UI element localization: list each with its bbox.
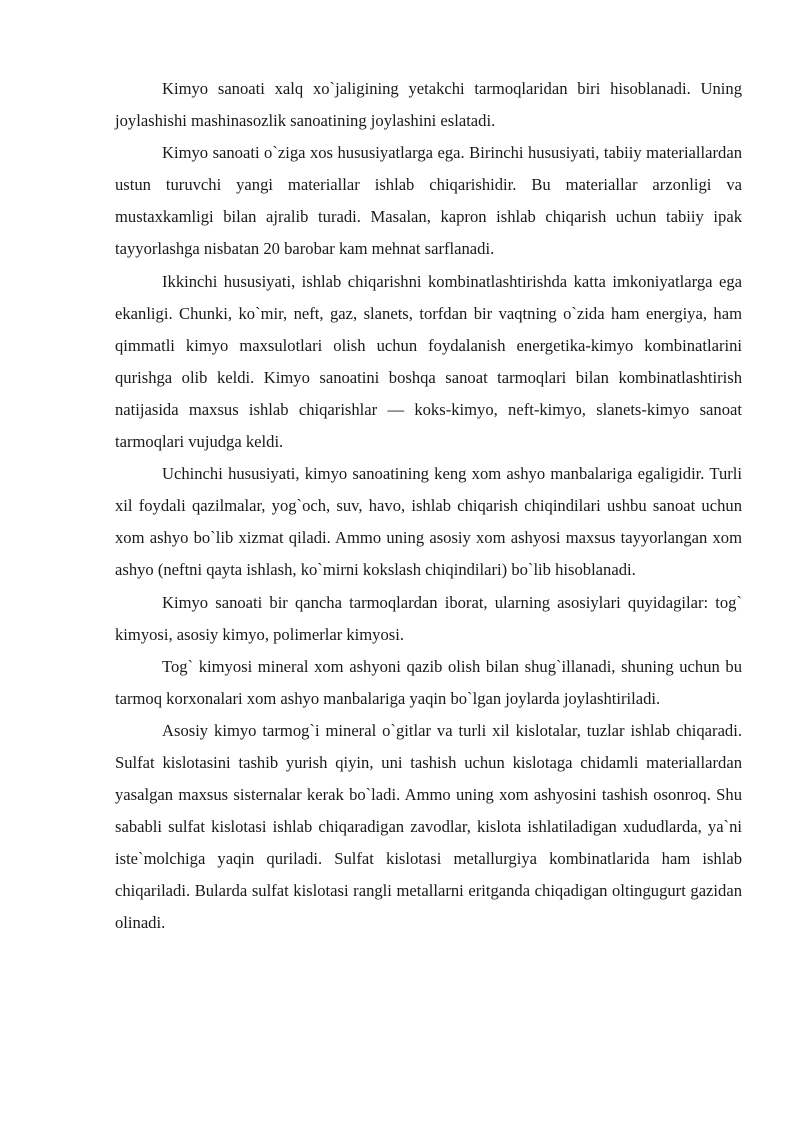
paragraph-1: Kimyo sanoati xalq xo`jaligining yetakchi tarmoqlaridan biri hisoblanadi. Uning joylashishi mashinasozlik sanoatining joylashini eslatadi.	[115, 79, 742, 131]
paragraph-5: Kimyo sanoati bir qancha tarmoqlardan iborat, ularning asosiylari quyidagilar: tog` kimyosi, asosiy kimyo, polimerlar kimyosi.	[115, 592, 742, 644]
paragraph-3: Ikkinchi hususiyati, ishlab chiqarishni kombinatlashtirishda katta imkoniyatlarga ega ekanligi. Chunki, ko`mir, neft, gaz, slanets, torfdan bir vaqtning o`zida ham energiya, ham qimmatli kimyo maxsulotlari olish uchun foydalanish energetika-kimyo kombinatlarini qurishga olib keldi. Kimyo sanoatini boshqa sanoat tarmoqlari bilan kombinatlashtirish natijasida maxsus ishlab chiqarishlar — koks-kimyo, neft-kimyo, slanets-kimyo sanoat tarmoqlari vujudga keldi.	[115, 271, 742, 452]
paragraph-4: Uchinchi hususiyati, kimyo sanoatining keng xom ashyo manbalariga egaligidir. Turli xil foydali qazilmalar, yog`och, suv, havo, ishlab chiqarish chiqindilari ushbu sanoat uchun xom ashyo bo`lib xizmat qiladi. Ammo uning asosiy xom ashyosi maxsus tayyorlangan xom ashyo (neftni qayta ishlash, ko`mirni kokslash chiqindilari) bo`lib hisoblanadi.	[115, 464, 742, 580]
paragraph-7: Asosiy kimyo tarmog`i mineral o`gitlar va turli xil kislotalar, tuzlar ishlab chiqaradi. Sulfat kislotasini tashib yurish qiyin, uni tashish uchun kislotaga chidamli materiallardan yasalgan maxsus sisternalar kerak bo`ladi. Ammo uning xom ashyosini tashish osonroq. Shu sababli sulfat kislotasi ishlab chiqaradigan zavodlar, kislota ishlatiladigan xududlarda, ya`ni iste`molchiga yaqin quriladi. Sulfat kislotasi metallurgiya kombinatlarida ham ishlab chiqariladi. Bularda sulfat kislotasi rangli metallarni eritganda chiqadigan oltingugurt gazidan olinadi.	[115, 720, 742, 933]
document-body	[115, 73, 742, 940]
paragraph-2: Kimyo sanoati o`ziga xos hususiyatlarga ega. Birinchi hususiyati, tabiiy materiallardan ustun turuvchi yangi materiallar ishlab chiqarishidir. Bu materiallar arzonligi va mustaxkamligi bilan ajralib turadi. Masalan, kapron ishlab chiqarish uchun tabiiy ipak tayyorlashga nisbatan 20 barobar kam mehnat sarflanadi.	[115, 143, 742, 259]
paragraph-6: Tog` kimyosi mineral xom ashyoni qazib olish bilan shug`illanadi, shuning uchun bu tarmoq korxonalari xom ashyo manbalariga yaqin bo`lgan joylarda joylashtiriladi.	[115, 656, 742, 708]
